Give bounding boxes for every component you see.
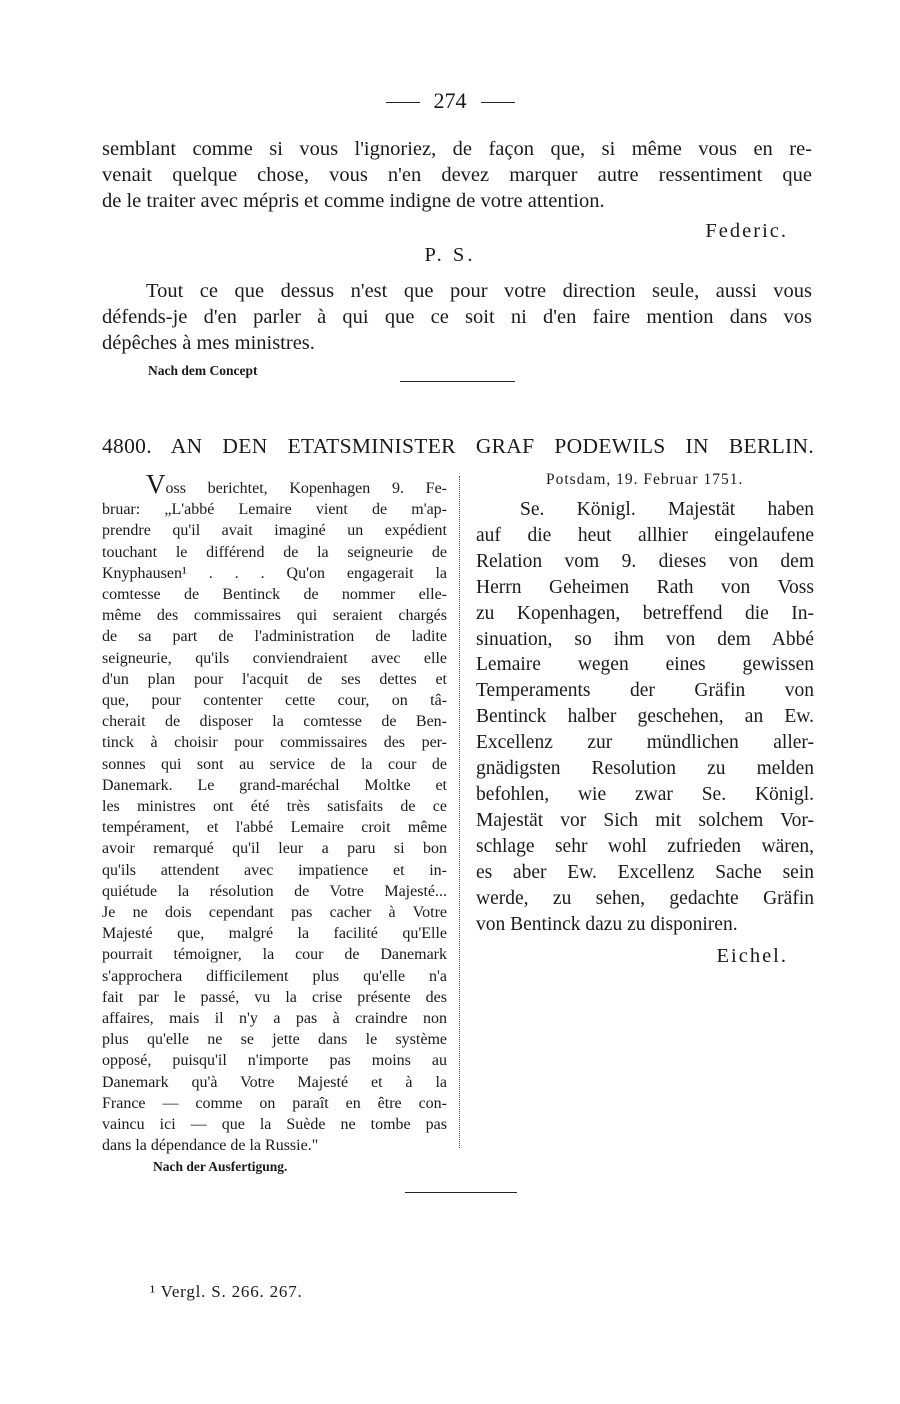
page-number: 274 (433, 88, 467, 113)
text-line: Knyphausen¹ . . . Qu'on engagerait la (102, 564, 447, 582)
footnote: ¹ Vergl. S. 266. 267. (150, 1282, 303, 1301)
text-line: semblant comme si vous l'ignoriez, de façon que, si même vous en re- (102, 138, 812, 160)
text-line: venait quelque chose, vous n'en devez marquer autre ressentiment que (102, 164, 812, 186)
source-note-concept: Nach dem Concept (148, 363, 258, 378)
letter-heading: 4800. AN DEN ETATSMINISTER GRAF PODEWILS IN BERLIN. (102, 434, 814, 458)
signature-federic: Federic. (705, 220, 788, 242)
text-line: Lemaire wegen eines gewissen (476, 654, 814, 676)
text-line: Majestät vor Sich mit solchem Vor- (476, 809, 814, 831)
text-line: zu Kopenhagen, betreffend die In- (476, 602, 814, 624)
text-line: opposé, puisqu'il n'importe pas moins au (102, 1052, 447, 1070)
text-line: prendre qu'il avait imaginé un expédient (102, 522, 447, 540)
text-line: tempérament, et l'abbé Lemaire croit même (102, 819, 447, 837)
text-line: pourrait témoigner, la cour de Danemark (102, 946, 447, 964)
text-line: qu'ils attendent avec impatience et in- (102, 861, 447, 879)
text-line: Herrn Geheimen Rath von Voss (476, 576, 814, 598)
text-line: Temperaments der Gräfin von (476, 680, 814, 702)
text-line: Se. Königl. Majestät haben (520, 499, 814, 520)
text-line: von Bentinck dazu zu disponiren. (476, 913, 738, 935)
section-rule-2 (405, 1192, 517, 1193)
text-line: cherait de disposer la comtesse de Ben- (102, 713, 447, 731)
text-line: seigneurie, qu'ils conviendraient avec elle (102, 649, 447, 667)
header-dash-left (386, 102, 420, 103)
text-line: bruar: „L'abbé Lemaire vient de m'ap- (102, 501, 447, 519)
text-line: s'approchera difficilement plus qu'elle n'a (102, 967, 447, 985)
postscript-label: P. S. (424, 244, 476, 266)
text-line: les ministres ont été très satisfaits de ce (102, 798, 447, 816)
text-line: werde, zu sehen, gedachte Gräfin (476, 887, 814, 909)
text-line: affaires, mais il n'y a pas à craindre non (102, 1010, 447, 1028)
header-dash-right (481, 102, 515, 103)
text-line: sonnes qui sont au service de la cour de (102, 755, 447, 773)
letter-date: Potsdam, 19. Februar 1751. (546, 471, 744, 488)
text-line: schlage sehr wohl zufrieden wären, (476, 835, 814, 857)
text-line: Relation vom 9. dieses von dem (476, 550, 814, 572)
text-line: sinuation, so ihm von dem Abbé (476, 628, 814, 650)
text-line: es aber Ew. Excellenz Sache sein (476, 861, 814, 883)
left-column-summary (102, 469, 447, 1157)
text-line: auf die heut allhier eingelaufene (476, 524, 814, 546)
text-line: dépêches à mes ministres. (102, 332, 315, 354)
text-line: quiétude la résolution de Votre Majesté... (102, 882, 447, 900)
section-rule-1 (400, 381, 515, 382)
source-note-ausfertigung: Nach der Ausfertigung. (153, 1159, 288, 1174)
text-line: Voss berichtet, Kopenhagen 9. Fe- (146, 469, 447, 499)
text-line: Tout ce que dessus n'est que pour votre direction seule, aussi vous (146, 280, 812, 302)
text-line: vaincu ici — que la Suède ne tombe pas (102, 1116, 447, 1134)
text-line: France — comme on paraît en être con- (102, 1094, 447, 1112)
text-line: défends-je d'en parler à qui que ce soit ni d'en faire mention dans vos (102, 306, 812, 328)
text-line: plus qu'elle ne se jette dans le système (102, 1031, 447, 1049)
text-line: même des commissaires qui seraient chargés (102, 607, 447, 625)
postscript-paragraph (102, 278, 812, 356)
text-line: de sa part de l'administration de ladite (102, 628, 447, 646)
text-line: Je ne dois cependant pas cacher à Votre (102, 904, 447, 922)
text-line: que, pour contenter cette cour, on tâ- (102, 692, 447, 710)
text-line: Bentinck halber geschehen, an Ew. (476, 706, 814, 728)
dropcap-letter: V (146, 469, 166, 499)
text-line: Excellenz zur mündlichen aller- (476, 732, 814, 754)
text-line: d'un plan pour l'acquit de ses dettes et (102, 670, 447, 688)
text-line: Danemark qu'à Votre Majesté et à la (102, 1073, 447, 1091)
text-line: Majesté que, malgré la facilité qu'Elle (102, 925, 447, 943)
text-line: gnädigsten Resolution zu melden (476, 758, 814, 780)
signature-eichel: Eichel. (716, 945, 788, 967)
text-line: tinck à choisir pour commissaires des per- (102, 734, 447, 752)
page-header (0, 88, 900, 114)
text-line: dans la dépendance de la Russie." (102, 1137, 319, 1155)
text-line: fait par le passé, vu la crise présente des (102, 988, 447, 1006)
text-line: Danemark. Le grand-maréchal Moltke et (102, 776, 447, 794)
text-line: comtesse de Bentinck de nommer elle- (102, 586, 447, 604)
column-divider (459, 476, 460, 1148)
text-line: avoir remarqué qu'il leur a paru si bon (102, 840, 447, 858)
text-line: befohlen, wie zwar Se. Königl. (476, 783, 814, 805)
text-line: de le traiter avec mépris et comme indigne de votre attention. (102, 190, 605, 212)
right-column-letter (476, 497, 814, 937)
text-line: touchant le différend de la seigneurie de (102, 543, 447, 561)
intro-paragraph (102, 136, 812, 214)
